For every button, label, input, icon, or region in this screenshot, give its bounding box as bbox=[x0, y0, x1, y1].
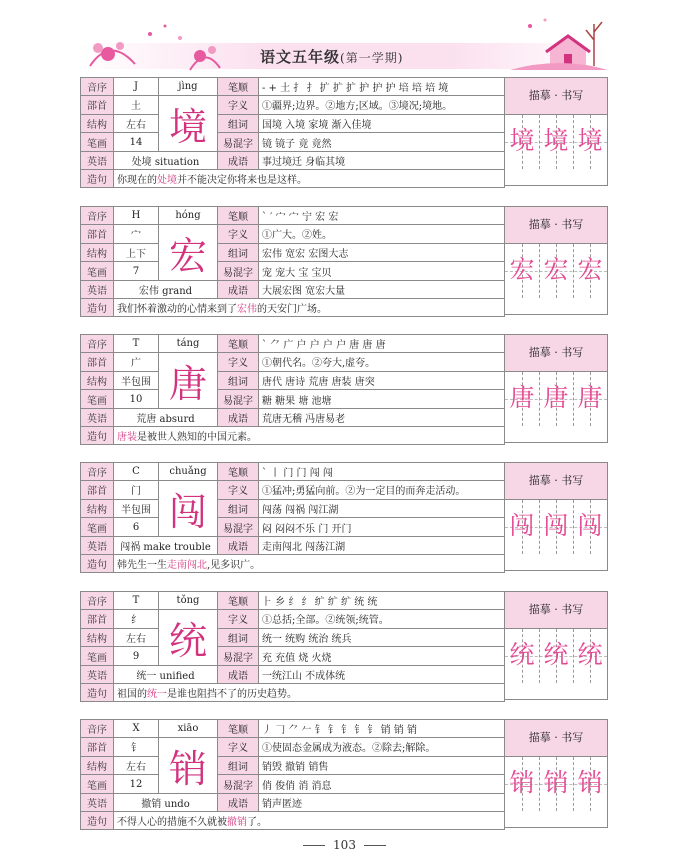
trace-char: 销 bbox=[543, 768, 569, 797]
value-jiegou: 左右 bbox=[114, 756, 159, 775]
value-jiegou: 半包围 bbox=[114, 371, 159, 390]
label-ziyi: 字义 bbox=[218, 96, 259, 115]
character-info-table bbox=[80, 77, 505, 188]
trace-char: 销 bbox=[509, 768, 535, 797]
label-yinxu: 音序 bbox=[81, 592, 114, 610]
label-yingyu: 英语 bbox=[81, 281, 114, 299]
value-bihua: 10 bbox=[114, 390, 159, 409]
value-bishun: ` ⺈ 广 户 户 户 户 唐 唐 唐 bbox=[259, 335, 505, 353]
character-info-table bbox=[80, 334, 505, 445]
value-jiegou: 半包围 bbox=[114, 499, 159, 518]
label-bushou: 部首 bbox=[81, 738, 114, 757]
tracing-header: 描摹 · 书写 bbox=[505, 720, 607, 757]
large-character: 销 bbox=[159, 738, 218, 794]
label-yihunzi: 易混字 bbox=[218, 133, 259, 152]
value-chengyu: 一统江山 不成体统 bbox=[259, 666, 505, 684]
value-bihua: 6 bbox=[114, 518, 159, 537]
zaoju-highlight: 唐装 bbox=[117, 432, 137, 443]
character-info-table bbox=[80, 206, 505, 317]
tracing-panel bbox=[505, 206, 608, 315]
tracing-header: 描摹 · 书写 bbox=[505, 463, 607, 500]
trace-char: 唐 bbox=[509, 383, 535, 412]
value-yihunzi: 糖 糖果 塘 池塘 bbox=[259, 390, 505, 409]
value-yihunzi: 俏 俊俏 消 消息 bbox=[259, 775, 505, 794]
label-yingyu: 英语 bbox=[81, 537, 114, 555]
value-chengyu: 大展宏图 宽宏大量 bbox=[259, 281, 505, 299]
tracing-grid bbox=[505, 115, 607, 169]
value-jiegou: 左右 bbox=[114, 628, 159, 647]
value-yingyu: 荒唐 absurd bbox=[114, 409, 218, 427]
label-zaoju: 造句 bbox=[81, 555, 114, 573]
trace-char: 闯 bbox=[577, 511, 603, 540]
label-jiegou: 结构 bbox=[81, 756, 114, 775]
page-number: 103 bbox=[0, 838, 689, 852]
value-bushou: 纟 bbox=[114, 610, 159, 629]
label-bishun: 笔顺 bbox=[218, 463, 259, 481]
value-yinxu: T bbox=[114, 335, 159, 353]
trace-char: 销 bbox=[577, 768, 603, 797]
value-ziyi: ①总括;全部。②统领;统管。 bbox=[259, 610, 505, 629]
label-zaoju: 造句 bbox=[81, 684, 114, 702]
label-zuci: 组词 bbox=[218, 371, 259, 390]
label-zuci: 组词 bbox=[218, 756, 259, 775]
tracing-panel bbox=[505, 77, 608, 186]
label-bushou: 部首 bbox=[81, 481, 114, 500]
tracing-header: 描摹 · 书写 bbox=[505, 207, 607, 244]
trace-char: 闯 bbox=[543, 511, 569, 540]
value-zuci: 闯荡 闯祸 闯江湖 bbox=[259, 499, 505, 518]
value-chengyu: 事过境迁 身临其境 bbox=[259, 152, 505, 170]
zaoju-highlight: 走南闯北 bbox=[167, 560, 207, 571]
trace-char: 境 bbox=[509, 126, 535, 155]
label-ziyi: 字义 bbox=[218, 738, 259, 757]
label-zuci: 组词 bbox=[218, 499, 259, 518]
zaoju-highlight: 统一 bbox=[147, 689, 167, 700]
label-bushou: 部首 bbox=[81, 610, 114, 629]
value-yingyu: 处境 situation bbox=[114, 152, 218, 170]
value-zaoju: 祖国的统一是谁也阻挡不了的历史趋势。 bbox=[114, 684, 505, 702]
label-chengyu: 成语 bbox=[218, 794, 259, 812]
value-zuci: 国境 入境 家境 渐入佳境 bbox=[259, 114, 505, 133]
label-bihua: 笔画 bbox=[81, 647, 114, 666]
value-yingyu: 撤销 undo bbox=[114, 794, 218, 812]
label-zuci: 组词 bbox=[218, 114, 259, 133]
label-bihua: 笔画 bbox=[81, 390, 114, 409]
value-zuci: 宏伟 宽宏 宏图大志 bbox=[259, 243, 505, 262]
tracing-header: 描摹 · 书写 bbox=[505, 592, 607, 629]
label-jiegou: 结构 bbox=[81, 114, 114, 133]
label-chengyu: 成语 bbox=[218, 281, 259, 299]
trace-char: 境 bbox=[577, 126, 603, 155]
large-character: 境 bbox=[159, 96, 218, 152]
value-yingyu: 闯祸 make trouble bbox=[114, 537, 218, 555]
value-yinxu: C bbox=[114, 463, 159, 481]
value-pinyin: tǒng bbox=[159, 592, 218, 610]
label-yihunzi: 易混字 bbox=[218, 775, 259, 794]
label-yingyu: 英语 bbox=[81, 152, 114, 170]
trace-char: 境 bbox=[543, 126, 569, 155]
value-ziyi: ①广大。②姓。 bbox=[259, 225, 505, 244]
value-chengyu: 走南闯北 闯荡江湖 bbox=[259, 537, 505, 555]
value-yingyu: 宏伟 grand bbox=[114, 281, 218, 299]
tracing-header: 描摹 · 书写 bbox=[505, 335, 607, 372]
label-yihunzi: 易混字 bbox=[218, 262, 259, 281]
house-decoration-icon bbox=[510, 16, 608, 72]
value-yihunzi: 闷 闷闷不乐 门 开门 bbox=[259, 518, 505, 537]
value-zaoju: 你现在的处境并不能决定你将来也是这样。 bbox=[114, 170, 505, 188]
value-bushou: 门 bbox=[114, 481, 159, 500]
label-yihunzi: 易混字 bbox=[218, 390, 259, 409]
tracing-header: 描摹 · 书写 bbox=[505, 78, 607, 115]
value-bihua: 14 bbox=[114, 133, 159, 152]
value-zuci: 统一 统购 统治 统兵 bbox=[259, 628, 505, 647]
value-yinxu: X bbox=[114, 720, 159, 738]
trace-char: 统 bbox=[509, 640, 535, 669]
tracing-grid bbox=[505, 244, 607, 298]
value-bushou: 广 bbox=[114, 353, 159, 372]
tracing-panel bbox=[505, 462, 608, 571]
label-yinxu: 音序 bbox=[81, 78, 114, 96]
label-chengyu: 成语 bbox=[218, 409, 259, 427]
large-character: 统 bbox=[159, 610, 218, 666]
zaoju-highlight: 撤销 bbox=[227, 817, 247, 828]
tracing-grid bbox=[505, 629, 607, 683]
value-jiegou: 左右 bbox=[114, 114, 159, 133]
large-character: 宏 bbox=[159, 225, 218, 281]
value-yingyu: 统一 unified bbox=[114, 666, 218, 684]
label-zaoju: 造句 bbox=[81, 299, 114, 317]
value-yinxu: H bbox=[114, 207, 159, 225]
value-zaoju: 我们怀着激动的心情来到了宏伟的天安门广场。 bbox=[114, 299, 505, 317]
flower-decoration-icon bbox=[80, 16, 230, 72]
character-info-table bbox=[80, 462, 505, 573]
value-zuci: 销毁 撤销 销售 bbox=[259, 756, 505, 775]
value-chengyu: 荒唐无稽 冯唐易老 bbox=[259, 409, 505, 427]
value-bishun: 丿 𠃌 ⺈ 𠂉 钅 钅 钅 钅 钅 销 销 销 bbox=[259, 720, 505, 738]
label-yingyu: 英语 bbox=[81, 794, 114, 812]
value-pinyin: hóng bbox=[159, 207, 218, 225]
value-bushou: 钅 bbox=[114, 738, 159, 757]
label-jiegou: 结构 bbox=[81, 243, 114, 262]
label-zaoju: 造句 bbox=[81, 812, 114, 830]
trace-char: 闯 bbox=[509, 511, 535, 540]
label-bushou: 部首 bbox=[81, 353, 114, 372]
value-chengyu: 销声匿迹 bbox=[259, 794, 505, 812]
value-yihunzi: 宠 宠大 宝 宝贝 bbox=[259, 262, 505, 281]
label-ziyi: 字义 bbox=[218, 225, 259, 244]
value-ziyi: ①猛冲;勇猛向前。②为一定目的而奔走活动。 bbox=[259, 481, 505, 500]
label-jiegou: 结构 bbox=[81, 371, 114, 390]
value-ziyi: ①疆界;边界。②地方;区域。③境况;境地。 bbox=[259, 96, 505, 115]
value-zaoju: 唐装是被世人熟知的中国元素。 bbox=[114, 427, 505, 445]
label-chengyu: 成语 bbox=[218, 537, 259, 555]
trace-char: 宏 bbox=[577, 255, 603, 284]
label-bihua: 笔画 bbox=[81, 262, 114, 281]
label-ziyi: 字义 bbox=[218, 353, 259, 372]
label-zuci: 组词 bbox=[218, 243, 259, 262]
tracing-grid bbox=[505, 757, 607, 811]
label-ziyi: 字义 bbox=[218, 610, 259, 629]
label-jiegou: 结构 bbox=[81, 499, 114, 518]
label-yingyu: 英语 bbox=[81, 409, 114, 427]
large-character: 闯 bbox=[159, 481, 218, 537]
label-yinxu: 音序 bbox=[81, 463, 114, 481]
label-bishun: 笔顺 bbox=[218, 592, 259, 610]
label-bushou: 部首 bbox=[81, 96, 114, 115]
value-zuci: 唐代 唐诗 荒唐 唐装 唐突 bbox=[259, 371, 505, 390]
trace-char: 唐 bbox=[543, 383, 569, 412]
value-bishun: ` ′ 宀 宀 宁 宏 宏 bbox=[259, 207, 505, 225]
value-zaoju: 不得人心的措施不久就被撤销了。 bbox=[114, 812, 505, 830]
label-zaoju: 造句 bbox=[81, 170, 114, 188]
label-yinxu: 音序 bbox=[81, 720, 114, 738]
trace-char: 唐 bbox=[577, 383, 603, 412]
label-zaoju: 造句 bbox=[81, 427, 114, 445]
value-bihua: 7 bbox=[114, 262, 159, 281]
value-pinyin: táng bbox=[159, 335, 218, 353]
label-bishun: 笔顺 bbox=[218, 335, 259, 353]
value-yinxu: T bbox=[114, 592, 159, 610]
label-chengyu: 成语 bbox=[218, 152, 259, 170]
value-bushou: 土 bbox=[114, 96, 159, 115]
label-jiegou: 结构 bbox=[81, 628, 114, 647]
page-header bbox=[80, 16, 608, 72]
label-yihunzi: 易混字 bbox=[218, 518, 259, 537]
value-bushou: 宀 bbox=[114, 225, 159, 244]
label-bihua: 笔画 bbox=[81, 775, 114, 794]
zaoju-highlight: 处境 bbox=[157, 175, 177, 186]
tracing-panel bbox=[505, 719, 608, 828]
label-bushou: 部首 bbox=[81, 225, 114, 244]
value-yinxu: J bbox=[114, 78, 159, 96]
value-bishun: ` 丨 门 门 闯 闯 bbox=[259, 463, 505, 481]
value-bishun: - + 土 扌 扌 扩 扩 扩 护 护 护 培 培 培 境 bbox=[259, 78, 505, 96]
trace-char: 宏 bbox=[543, 255, 569, 284]
trace-char: 统 bbox=[543, 640, 569, 669]
large-character: 唐 bbox=[159, 353, 218, 409]
value-zaoju: 韩先生一生走南闯北,见多识广。 bbox=[114, 555, 505, 573]
value-pinyin: jìng bbox=[159, 78, 218, 96]
trace-char: 统 bbox=[577, 640, 603, 669]
tracing-grid bbox=[505, 372, 607, 426]
value-bihua: 9 bbox=[114, 647, 159, 666]
value-yihunzi: 充 充值 烧 火烧 bbox=[259, 647, 505, 666]
tracing-panel bbox=[505, 591, 608, 700]
label-ziyi: 字义 bbox=[218, 481, 259, 500]
label-yinxu: 音序 bbox=[81, 335, 114, 353]
value-pinyin: xiāo bbox=[159, 720, 218, 738]
label-bihua: 笔画 bbox=[81, 518, 114, 537]
label-yihunzi: 易混字 bbox=[218, 647, 259, 666]
value-jiegou: 上下 bbox=[114, 243, 159, 262]
label-bishun: 笔顺 bbox=[218, 207, 259, 225]
value-ziyi: ①使固态金属成为液态。②除去;解除。 bbox=[259, 738, 505, 757]
character-info-table bbox=[80, 719, 505, 830]
zaoju-highlight: 宏伟 bbox=[237, 304, 257, 315]
label-yingyu: 英语 bbox=[81, 666, 114, 684]
tracing-grid bbox=[505, 500, 607, 554]
tracing-panel bbox=[505, 334, 608, 443]
label-yinxu: 音序 bbox=[81, 207, 114, 225]
label-chengyu: 成语 bbox=[218, 666, 259, 684]
trace-char: 宏 bbox=[509, 255, 535, 284]
label-bihua: 笔画 bbox=[81, 133, 114, 152]
value-bishun: ⺊ 乡 纟 纟 纩 纩 纩 统 统 bbox=[259, 592, 505, 610]
label-zuci: 组词 bbox=[218, 628, 259, 647]
value-pinyin: chuǎng bbox=[159, 463, 218, 481]
value-ziyi: ①朝代名。②夸大,虚夸。 bbox=[259, 353, 505, 372]
page-title: 语文五年级(第一学期) bbox=[260, 48, 404, 66]
character-info-table bbox=[80, 591, 505, 702]
value-yihunzi: 镜 镜子 竟 竟然 bbox=[259, 133, 505, 152]
label-bishun: 笔顺 bbox=[218, 78, 259, 96]
value-bihua: 12 bbox=[114, 775, 159, 794]
label-bishun: 笔顺 bbox=[218, 720, 259, 738]
